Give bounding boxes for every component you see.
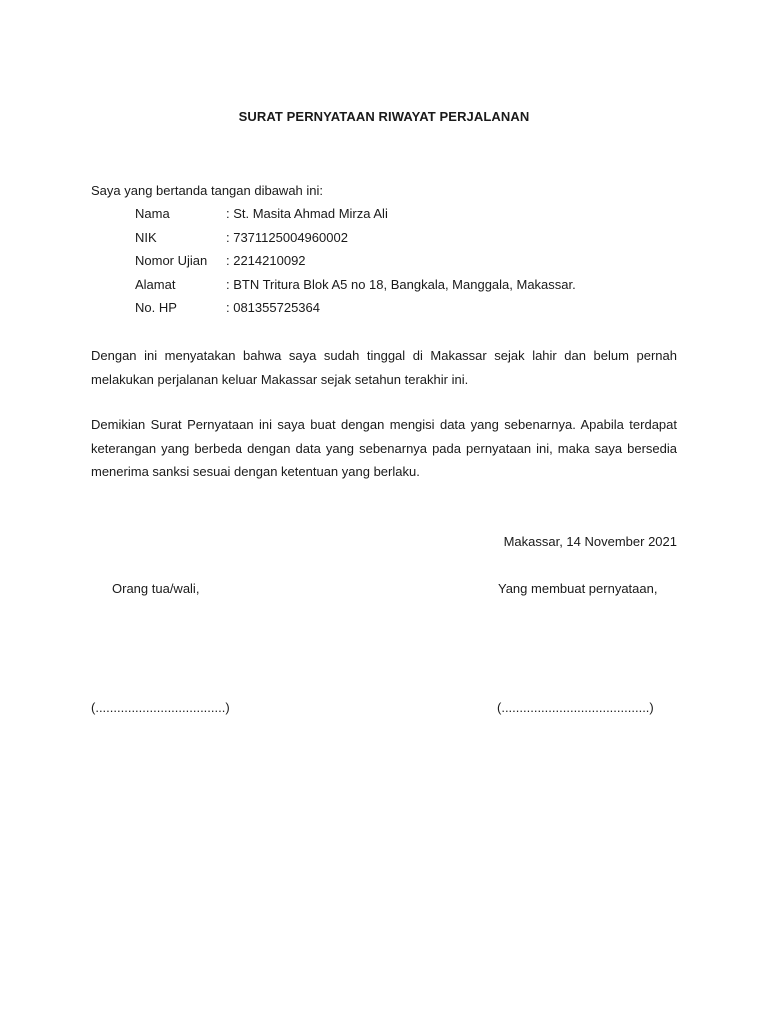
closing-paragraph: Demikian Surat Pernyataan ini saya buat dengan mengisi data yang sebenarnya. Apabila terdapat keterangan yang berbeda dengan data yang sebenarnya pada pernyataan ini, maka saya bersedia menerima sanksi sesuai dengan ketentuan yang berlaku. xyxy=(91,417,677,479)
field-label: Nama xyxy=(135,206,170,221)
intro-text: Saya yang bertanda tangan dibawah ini: xyxy=(91,183,324,198)
field-label: No. HP xyxy=(135,300,177,316)
field-value: : 2214210092 xyxy=(226,253,306,269)
guardian-signature-label: Orang tua/wali, xyxy=(112,581,200,596)
field-value: : BTN Tritura Blok A5 no 18, Bangkala, Manggala, Makassar. xyxy=(226,276,576,292)
document-title: SURAT PERNYATAAN RIWAYAT PERJALANAN xyxy=(238,109,530,124)
field-label: Nomor Ujian xyxy=(135,253,208,269)
field-row-alamat xyxy=(135,277,576,301)
field-value: : 081355725364 xyxy=(226,300,320,316)
declarant-signature-line: (.........................................) xyxy=(497,700,654,715)
field-value: : St. Masita Ahmad Mirza Ali xyxy=(226,206,388,221)
declarant-signature-label: Yang membuat pernyataan, xyxy=(498,581,658,596)
field-label: Alamat xyxy=(135,276,176,292)
guardian-signature-line: (....................................) xyxy=(91,700,230,715)
field-value: : 7371125004960002 xyxy=(226,229,348,245)
field-label: NIK xyxy=(135,229,157,245)
field-row-nomor-ujian xyxy=(135,253,576,277)
place-date: Makassar, 14 November 2021 xyxy=(503,534,677,549)
identity-fields xyxy=(135,206,576,324)
field-row-nama xyxy=(135,206,576,230)
statement-paragraph: Dengan ini menyatakan bahwa saya sudah tinggal di Makassar sejak lahir dan belum pernah melakukan perjalanan keluar Makassar sejak setahun terakhir ini. xyxy=(91,348,677,387)
field-row-no-hp xyxy=(135,300,576,324)
field-row-nik xyxy=(135,230,576,254)
